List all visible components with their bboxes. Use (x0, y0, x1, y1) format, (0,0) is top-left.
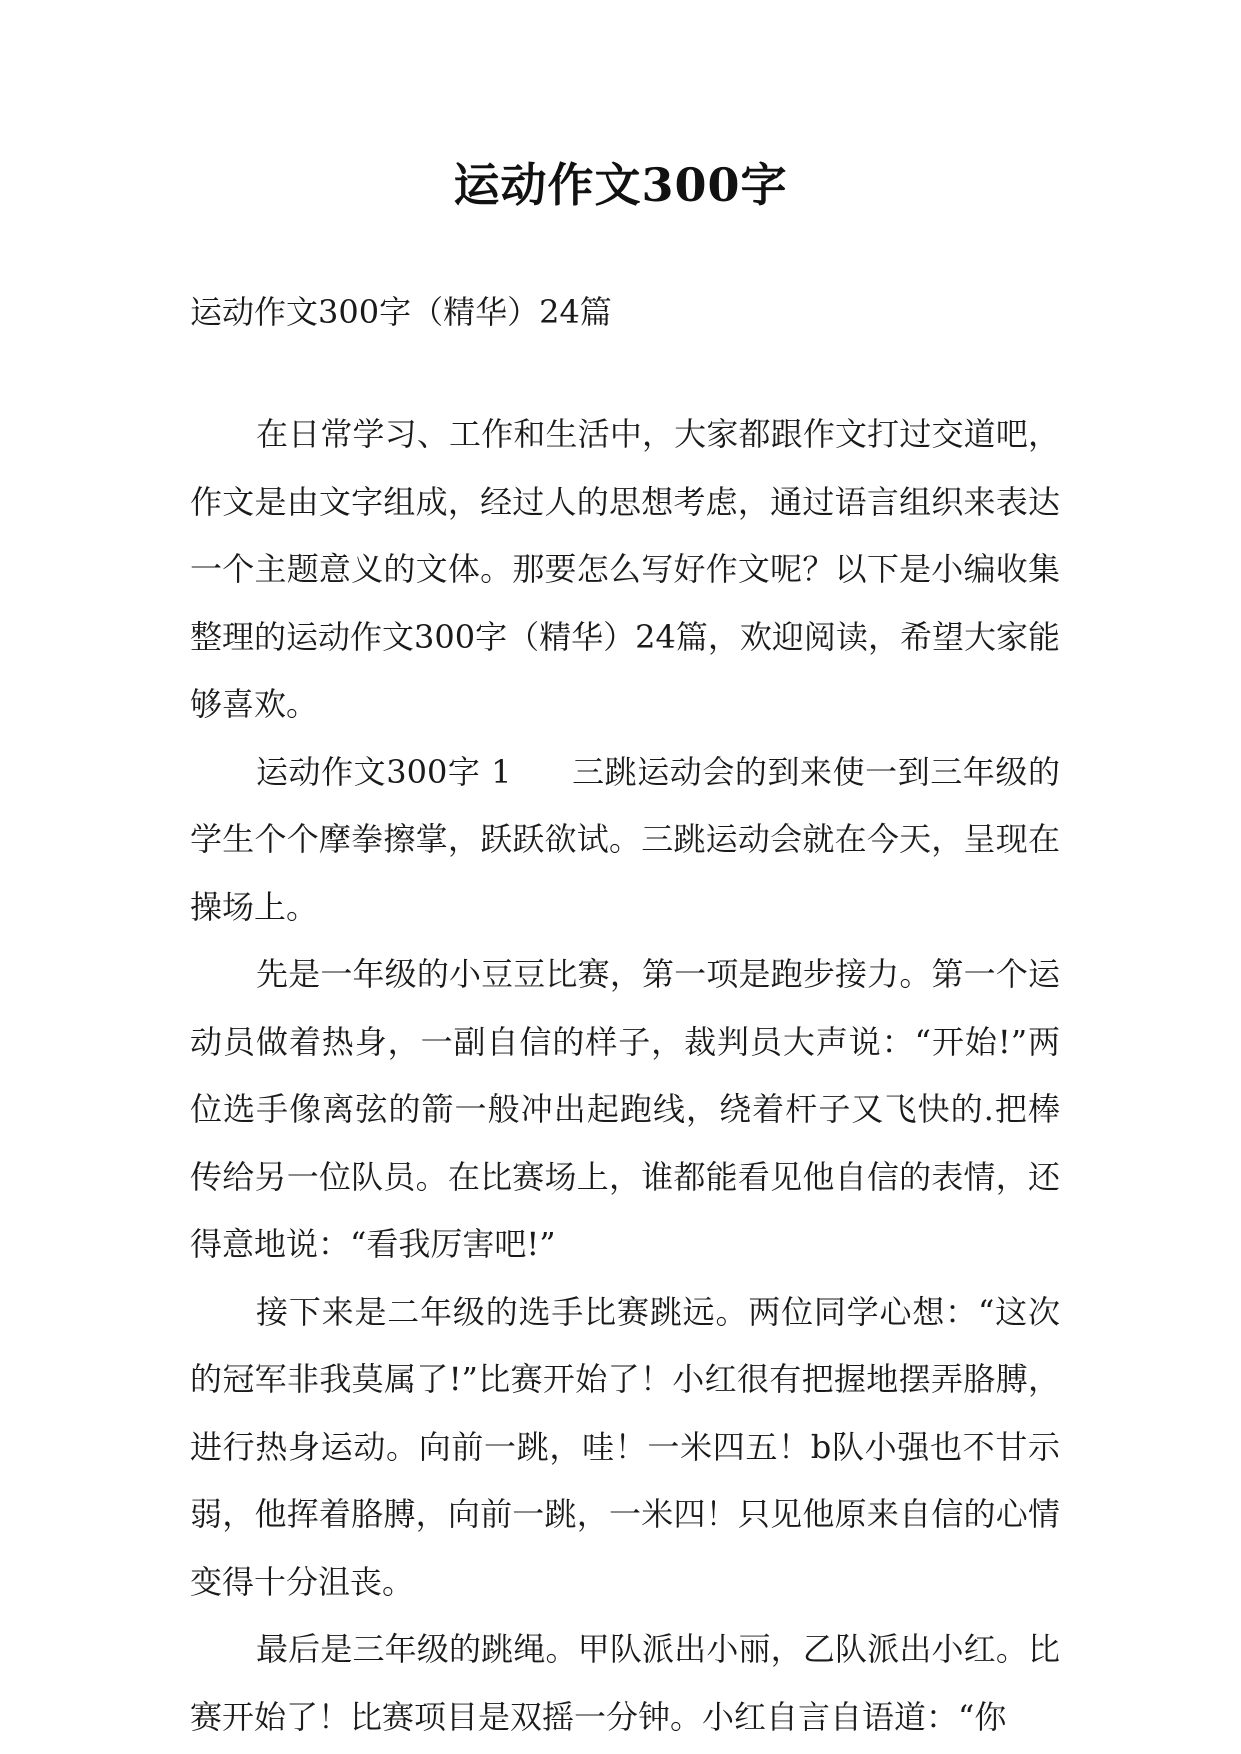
jump-rope-paragraph: 最后是三年级的跳绳。甲队派出小丽，乙队派出小红。比赛开始了！比赛项目是双摇一分钟。小红自言自语道：“你 (190, 1630, 1060, 1736)
intro-paragraph: 在日常学习、工作和生活中，大家都跟作文打过交道吧，作文是由文字组成，经过人的思想考虑，通过语言组织来表达一个主题意义的文体。那要怎么写好作文呢？以下是小编收集整理的运动作文300字（精华）24篇，欢迎阅读，希望大家能够喜欢。 (190, 415, 1060, 723)
long-jump-paragraph: 接下来是二年级的选手比赛跳远。两位同学心想：“这次的冠军非我莫属了!”比赛开始了！小红很有把握地摆弄胳膊，进行热身运动。向前一跳，哇！一米四五！b队小强也不甘示弱，他挥着胳膊，向前一跳，一米四！只见他原来自信的心情变得十分沮丧。 (190, 1292, 1060, 1601)
section-one-text: 三跳运动会的到来使一到三年级的学生个个摩拳擦掌，跃跃欲试。三跳运动会就在今天，呈现在操场上。 (190, 752, 1060, 926)
section-one-paragraph (190, 739, 1060, 942)
document-body (190, 401, 1060, 1751)
document-title: 运动作文300字 (453, 158, 788, 212)
section-one-heading: 运动作文300字 1 (256, 752, 512, 791)
document-subtitle: 运动作文300字（精华）24篇 (190, 293, 612, 331)
relay-paragraph: 先是一年级的小豆豆比赛，第一项是跑步接力。第一个运动员做着热身，一副自信的样子，裁判员大声说：“开始!”两位选手像离弦的箭一般冲出起跑线，绕着杆子又飞快的.把棒传给另一位队员。在比赛场上，谁都能看见他自信的表情，还得意地说：“看我厉害吧!” (190, 955, 1060, 1263)
